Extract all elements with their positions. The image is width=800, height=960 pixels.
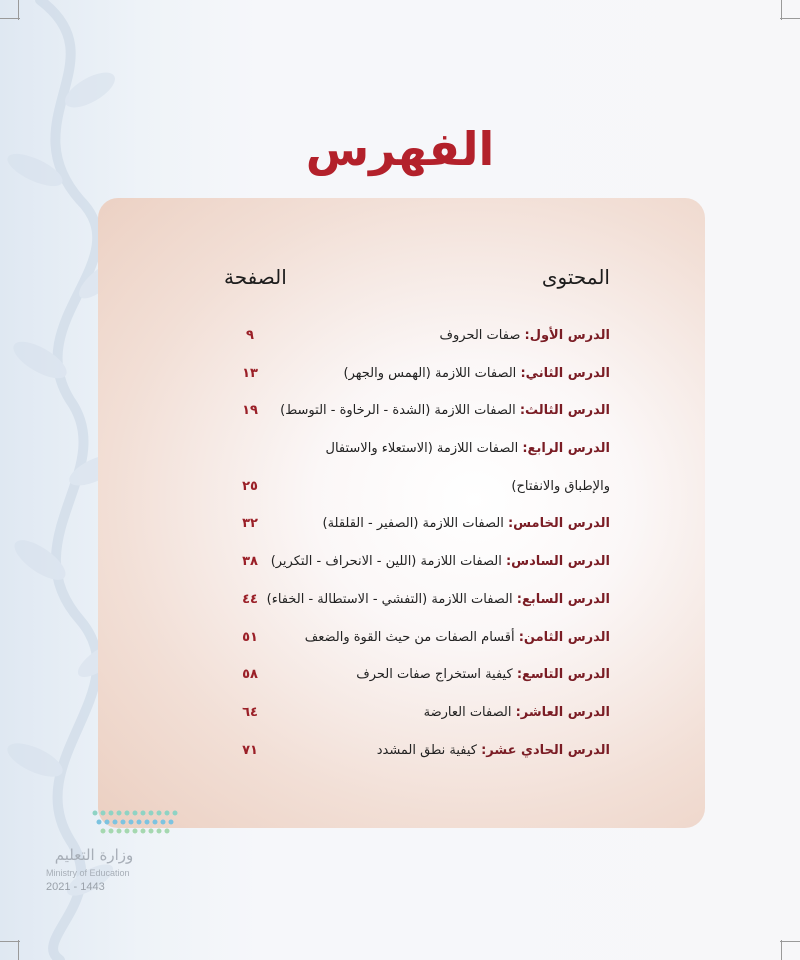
toc-entry-text xyxy=(424,705,610,720)
lesson-label: الدرس العاشر: xyxy=(515,704,610,720)
lesson-label: الدرس الأول: xyxy=(524,328,610,343)
toc-entry-text xyxy=(271,554,610,569)
toc-entry[interactable] xyxy=(220,318,610,356)
toc-entry-text xyxy=(511,479,610,494)
toc-entry-text xyxy=(344,366,610,381)
toc-entry[interactable] xyxy=(220,695,610,733)
lesson-topic: أقسام الصفات من حيث القوة والضعف xyxy=(304,629,519,645)
edition-year: 2021 - 1443 xyxy=(46,881,105,893)
lesson-topic: والإطباق والانفتاح) xyxy=(511,478,610,494)
crop-mark xyxy=(781,940,782,960)
lesson-topic: كيفية استخراج صفات الحرف xyxy=(356,667,517,683)
toc-entry[interactable] xyxy=(220,620,610,658)
page-number: ٣٨ xyxy=(242,554,258,570)
page-number: ٦٤ xyxy=(242,704,258,720)
ministry-name-arabic: وزارة التعليم xyxy=(54,846,134,864)
crop-mark xyxy=(18,0,19,20)
lesson-topic: الصفات اللازمة (الهمس والجهر) xyxy=(343,365,521,381)
toc-entry-text xyxy=(356,667,610,682)
lesson-label: الدرس الثامن: xyxy=(518,629,610,645)
lesson-topic: الصفات اللازمة (اللين - الانحراف - التكرير) xyxy=(270,554,506,570)
toc-entry-continuation[interactable] xyxy=(220,469,610,507)
crop-mark xyxy=(0,18,20,19)
toc-entry-text xyxy=(323,516,611,531)
toc-entry[interactable] xyxy=(220,733,610,771)
toc-entry[interactable] xyxy=(220,431,610,469)
page-title: الفهرس xyxy=(305,122,495,176)
lesson-topic: صفات الحروف xyxy=(439,328,525,343)
toc-entry[interactable] xyxy=(220,544,610,582)
crop-mark xyxy=(0,941,20,942)
page-number: ١٣ xyxy=(242,365,258,381)
page-number: ٤٤ xyxy=(242,591,258,607)
toc-entry-text xyxy=(305,630,610,645)
lesson-label: الدرس الخامس: xyxy=(507,516,610,532)
lesson-topic: الصفات العارضة xyxy=(423,704,516,720)
toc-entry-text xyxy=(377,743,610,758)
page-number: ٥٨ xyxy=(242,667,258,683)
lesson-label: الدرس الثالث: xyxy=(519,403,610,419)
page-number: ٧١ xyxy=(242,742,258,758)
lesson-topic: الصفات اللازمة (الاستعلاء والاستفال xyxy=(325,441,523,457)
toc-entry-text xyxy=(280,403,610,418)
toc-entry[interactable] xyxy=(220,393,610,431)
table-of-contents xyxy=(220,318,610,770)
toc-entry[interactable] xyxy=(220,582,610,620)
toc-entry[interactable] xyxy=(220,657,610,695)
crop-mark xyxy=(18,940,19,960)
page-number: ٣٢ xyxy=(242,516,258,532)
lesson-topic: الصفات اللازمة (الشدة - الرخاوة - التوسط) xyxy=(280,403,520,419)
lesson-topic: الصفات اللازمة (الصفير - القلقلة) xyxy=(322,516,508,532)
page-number: ٢٥ xyxy=(242,478,258,494)
ministry-name-english: Ministry of Education xyxy=(46,868,130,878)
page-number: ٥١ xyxy=(242,629,258,645)
toc-entry-text xyxy=(326,441,611,456)
page-number: ٩ xyxy=(246,328,254,343)
toc-entry-text xyxy=(440,328,610,343)
ministry-logo xyxy=(44,808,184,908)
crop-mark xyxy=(780,941,800,942)
ministry-dots-icon xyxy=(90,808,180,838)
lesson-label: الدرس الثاني: xyxy=(520,365,610,381)
lesson-label: الدرس السادس: xyxy=(505,554,610,570)
content-column-header: المحتوى xyxy=(541,265,610,289)
page-column-header: الصفحة xyxy=(224,265,287,289)
lesson-topic: الصفات اللازمة (التفشي - الاستطالة - الخفاء) xyxy=(266,591,517,607)
toc-entry[interactable] xyxy=(220,356,610,394)
crop-mark xyxy=(780,18,800,19)
lesson-label: الدرس التاسع: xyxy=(516,667,610,683)
lesson-label: الدرس السابع: xyxy=(516,591,610,607)
lesson-label: الدرس الحادي عشر: xyxy=(481,742,610,758)
toc-entry[interactable] xyxy=(220,506,610,544)
toc-entry-text xyxy=(267,592,610,607)
lesson-label: الدرس الرابع: xyxy=(522,441,610,457)
lesson-topic: كيفية نطق المشدد xyxy=(376,742,482,758)
page-number: ١٩ xyxy=(242,403,258,419)
crop-mark xyxy=(781,0,782,20)
